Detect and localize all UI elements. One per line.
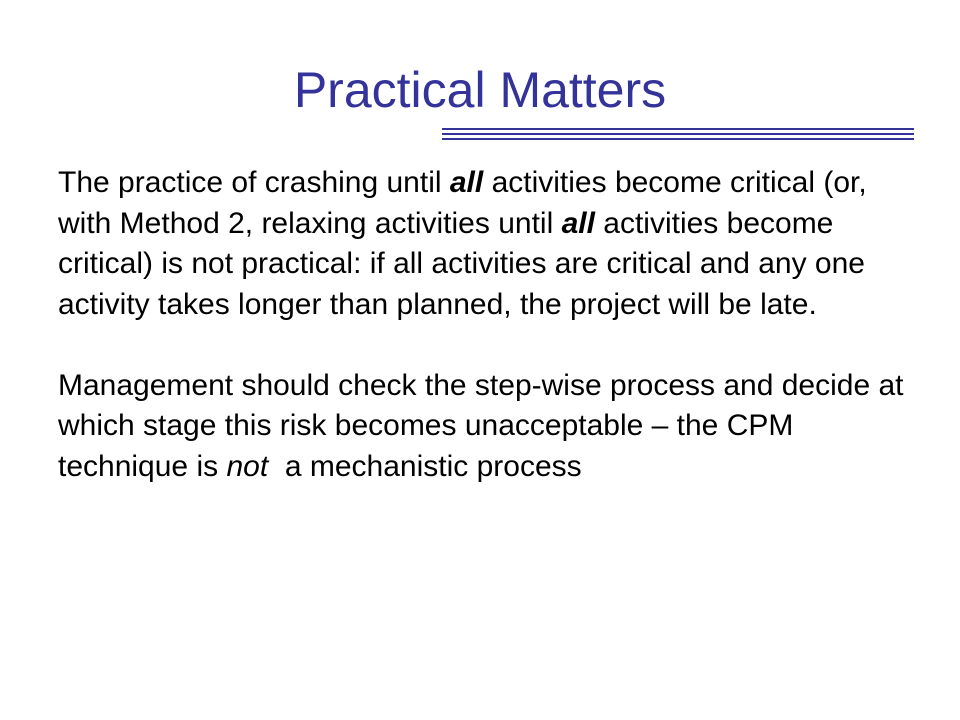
emphasis-all: all <box>449 166 484 199</box>
title-underline-rule <box>442 128 914 130</box>
slide-body <box>58 163 908 487</box>
paragraph-management <box>58 366 908 488</box>
paragraph-text: activities become critical) is not practical: if all activities are critical and any one activity takes longer than planned, the project will be late. <box>58 206 865 321</box>
title-underline-rule <box>442 138 914 140</box>
emphasis-not: not <box>226 449 269 483</box>
paragraph-text: activities become critical (or, with Method 2, relaxing activities until <box>58 166 867 240</box>
paragraph-text: a mechanistic process <box>268 449 582 483</box>
paragraph-text: Management should check the step-wise process and decide at which stage this risk becomes unacceptable – the CPM technique is <box>58 368 904 483</box>
title-underline-rule <box>442 133 914 135</box>
slide-title: Practical Matters <box>293 62 667 118</box>
paragraph-crashing <box>58 163 908 325</box>
emphasis-all: all <box>561 206 595 240</box>
paragraph-text: The practice of crashing until <box>58 166 450 199</box>
